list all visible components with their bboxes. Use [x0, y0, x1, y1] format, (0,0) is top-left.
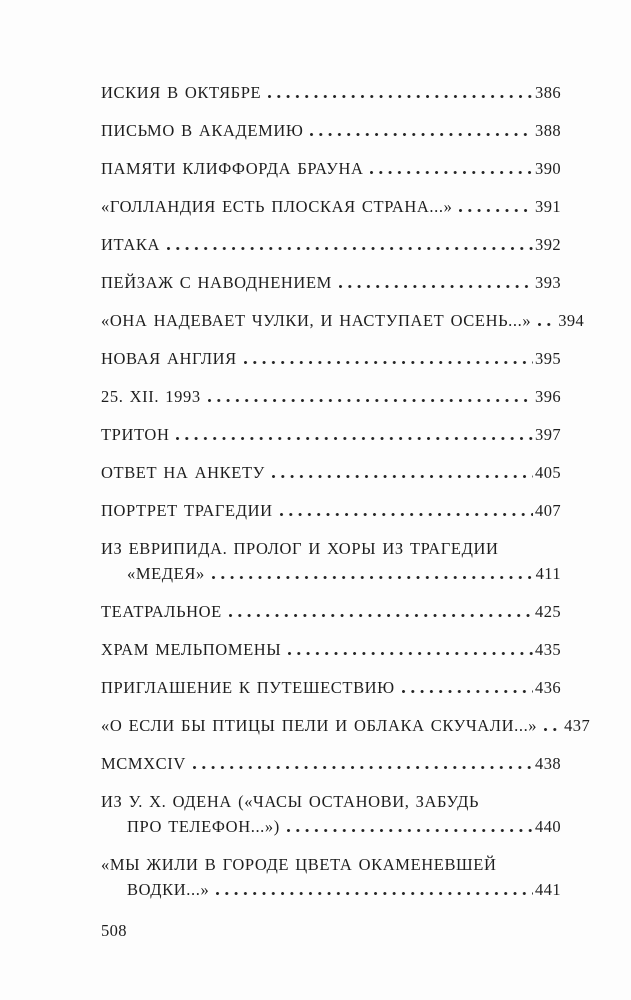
toc-entry-row [101, 877, 561, 902]
toc-entry [101, 270, 561, 295]
dot-leader [370, 171, 533, 174]
toc-entry-page: 394 [558, 311, 585, 330]
toc-entry [101, 713, 591, 738]
dot-leader [339, 285, 533, 288]
dot-leader [244, 361, 533, 364]
toc-entry-row [101, 637, 561, 662]
toc-entry-title: ПИСЬМО В АКАДЕМИЮ [101, 121, 304, 140]
toc-entry-title-continuation: «МЕДЕЯ» [127, 564, 205, 583]
toc-entry-row [101, 118, 561, 143]
toc-entry-page: 396 [535, 387, 561, 406]
toc-entry-page: 397 [535, 425, 561, 444]
toc-entry-title: ПАМЯТИ КЛИФФОРДА БРАУНА [101, 159, 364, 178]
dot-leader [402, 690, 533, 693]
toc-entry-title: ОТВЕТ НА АНКЕТУ [101, 463, 265, 482]
dot-leader [538, 323, 556, 326]
toc-entry-row [101, 751, 561, 776]
toc-entry-row [101, 599, 561, 624]
dot-leader [287, 829, 533, 832]
toc-entry-page: 425 [535, 602, 561, 621]
toc-entry-page: 405 [535, 463, 561, 482]
toc-entry-page: 436 [535, 678, 561, 697]
dot-leader [310, 133, 533, 136]
dot-leader [212, 576, 534, 579]
toc-entry-page: 393 [535, 273, 561, 292]
dot-leader [544, 728, 562, 731]
toc-entry [101, 852, 561, 902]
toc-entry-title: 25. XII. 1993 [101, 387, 201, 406]
toc-entry [101, 422, 561, 447]
toc-entry [101, 308, 585, 333]
toc-entry [101, 536, 561, 586]
toc-entry-row [101, 675, 561, 700]
toc-entry-page: 392 [535, 235, 561, 254]
toc-entry-title: ИЗ У. Х. ОДЕНА («ЧАСЫ ОСТАНОВИ, ЗАБУДЬ [101, 792, 480, 811]
toc-entry-title: ПРИГЛАШЕНИЕ К ПУТЕШЕСТВИЮ [101, 678, 395, 697]
toc-list [101, 80, 591, 902]
toc-entry-row [101, 156, 561, 181]
toc-entry [101, 637, 561, 662]
toc-entry-row [101, 498, 561, 523]
dot-leader [459, 209, 533, 212]
dot-leader [229, 614, 533, 617]
toc-entry-row [101, 460, 561, 485]
toc-entry [101, 498, 561, 523]
toc-entry [101, 232, 561, 257]
toc-entry-page: 437 [564, 716, 591, 735]
toc-entry [101, 460, 561, 485]
toc-entry [101, 751, 561, 776]
folio-page-number: 508 [101, 921, 127, 940]
toc-entry-row [101, 270, 561, 295]
toc-entry-page: 395 [535, 349, 561, 368]
dot-leader [176, 437, 533, 440]
toc-entry-page: 440 [535, 817, 561, 836]
dot-leader [288, 652, 533, 655]
dot-leader [272, 475, 533, 478]
toc-entry-row [101, 422, 561, 447]
toc-entry-title: ТРИТОН [101, 425, 170, 444]
dot-leader [167, 247, 533, 250]
toc-entry [101, 675, 561, 700]
toc-entry-page: 411 [535, 564, 561, 583]
toc-entry-row [101, 80, 561, 105]
toc-entry-row [101, 561, 561, 586]
toc-entry-title: ТЕАТРАЛЬНОЕ [101, 602, 222, 621]
toc-entry-title: «ГОЛЛАНДИЯ ЕСТЬ ПЛОСКАЯ СТРАНА...» [101, 197, 453, 216]
toc-entry-title: НОВАЯ АНГЛИЯ [101, 349, 237, 368]
page-footer [101, 918, 561, 943]
toc-entry [101, 194, 561, 219]
toc-entry-row [101, 713, 591, 738]
dot-leader [208, 399, 533, 402]
toc-entry-row [101, 814, 561, 839]
toc-entry [101, 118, 561, 143]
dot-leader [193, 766, 533, 769]
toc-entry-row [101, 194, 561, 219]
toc-entry-title: ХРАМ МЕЛЬПОМЕНЫ [101, 640, 282, 659]
toc-entry-page: 391 [535, 197, 561, 216]
toc-entry-page: 407 [535, 501, 561, 520]
toc-entry-title: MCMXCIV [101, 754, 186, 773]
toc-entry-title: «ОНА НАДЕВАЕТ ЧУЛКИ, И НАСТУПАЕТ ОСЕНЬ...» [101, 311, 532, 330]
toc-entry-title: ПОРТРЕТ ТРАГЕДИИ [101, 501, 273, 520]
toc-entry-title: ИСКИЯ В ОКТЯБРЕ [101, 83, 262, 102]
toc-entry-page: 438 [535, 754, 561, 773]
toc-entry-page: 390 [535, 159, 561, 178]
toc-entry-row [101, 384, 561, 409]
toc-entry [101, 156, 561, 181]
toc-entry [101, 789, 561, 839]
toc-entry-row [101, 232, 561, 257]
toc-entry [101, 599, 561, 624]
toc-entry-row [101, 308, 585, 333]
toc-entry [101, 80, 561, 105]
toc-entry-title: ПЕЙЗАЖ С НАВОДНЕНИЕМ [101, 273, 332, 292]
toc-entry-page: 441 [535, 880, 561, 899]
toc-entry-page: 386 [535, 83, 561, 102]
toc-entry-title: ИТАКА [101, 235, 161, 254]
toc-entry-title-continuation: ПРО ТЕЛЕФОН...») [127, 817, 280, 836]
toc-entry [101, 346, 561, 371]
dot-leader [280, 513, 533, 516]
dot-leader [268, 95, 533, 98]
toc-entry-title: «МЫ ЖИЛИ В ГОРОДЕ ЦВЕТА ОКАМЕНЕВШЕЙ [101, 855, 497, 874]
toc-entry-title: ИЗ ЕВРИПИДА. ПРОЛОГ И ХОРЫ ИЗ ТРАГЕДИИ [101, 539, 499, 558]
toc-entry [101, 384, 561, 409]
toc-entry-row [101, 346, 561, 371]
toc-entry-title: «О ЕСЛИ БЫ ПТИЦЫ ПЕЛИ И ОБЛАКА СКУЧАЛИ...» [101, 716, 538, 735]
toc-entry-page: 388 [535, 121, 561, 140]
dot-leader [216, 892, 533, 895]
toc-entry-title-continuation: ВОДКИ...» [127, 880, 210, 899]
toc-entry-page: 435 [535, 640, 561, 659]
